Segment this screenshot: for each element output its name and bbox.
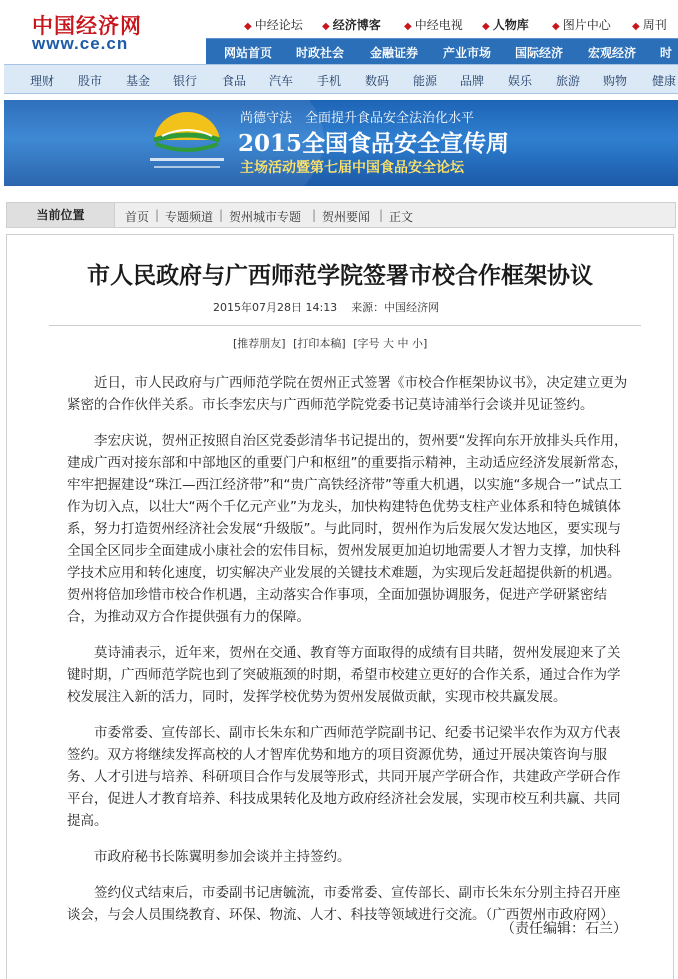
article-tools [233, 335, 431, 351]
crumb-separator: | [155, 208, 160, 222]
cat-energy[interactable]: 能源 [413, 74, 438, 88]
site-url[interactable]: www.ce.cn [32, 34, 129, 53]
toplink-photos[interactable]: ◆ 图片中心 [552, 18, 611, 32]
arrow-icon: ◆ [322, 21, 330, 32]
breadcrumb-label: 当前位置 [7, 203, 115, 227]
arrow-icon: ◆ [482, 21, 490, 32]
nav-politics[interactable]: 时政社会 [296, 46, 345, 60]
article-datetime: 2015年07月28日 14:13 [213, 301, 338, 314]
toplink-tv[interactable]: ◆ 中经电视 [404, 18, 463, 32]
toplink-people[interactable]: ◆ 人物库 [482, 18, 529, 32]
nav-home[interactable]: 网站首页 [224, 46, 273, 60]
top-links [228, 14, 678, 34]
cat-food[interactable]: 食品 [222, 74, 247, 88]
cat-stocks[interactable]: 股市 [78, 74, 103, 88]
arrow-icon: ◆ [404, 21, 412, 32]
crumb-topic[interactable]: 贺州城市专题 [229, 210, 302, 224]
cat-travel[interactable]: 旅游 [556, 74, 581, 88]
breadcrumb [6, 202, 676, 228]
arrow-icon: ◆ [552, 21, 560, 32]
article-meta [213, 299, 439, 315]
category-bar [4, 64, 678, 94]
crumb-channel[interactable]: 专题频道 [165, 210, 214, 224]
nav-macro[interactable]: 宏观经济 [588, 46, 637, 60]
cat-shopping[interactable]: 购物 [603, 74, 628, 88]
paragraph: 近日，市人民政府与广西师范学院在贺州正式签署《市校合作框架协议书》，决定建立更为紧密的合作伙伴关系。市长李宏庆与广西师范学院党委书记莫诗浦举行会谈并见证签约。 [67, 375, 628, 413]
toplink-blog[interactable]: ◆ 经济博客 [322, 18, 381, 32]
cat-auto[interactable]: 汽车 [269, 74, 294, 88]
article-title: 市人民政府与广西师范学院签署市校合作框架协议 [87, 262, 593, 289]
cat-mobile[interactable]: 手机 [317, 74, 342, 88]
cat-digital[interactable]: 数码 [365, 74, 390, 88]
cat-wealth[interactable]: 理财 [30, 74, 55, 88]
cat-health[interactable]: 健康 [652, 74, 677, 88]
cat-banks[interactable]: 银行 [173, 74, 198, 88]
arrow-icon: ◆ [632, 21, 640, 32]
article-body [67, 372, 633, 940]
divider [49, 325, 641, 326]
banner-subtitle: 主场活动暨第七届中国食品安全论坛 [240, 160, 464, 176]
responsible-editor: （责任编辑：石兰） [501, 921, 627, 937]
paragraph: 签约仪式结束后，市委副书记唐毓流，市委常委、宣传部长、副市长朱东分别主持召开座谈会，与会人员围绕教育、环保、物流、人才、科技等领域进行交流。（广西贺州市政府网） [67, 885, 621, 923]
recommend-link[interactable]: [推荐朋友] [233, 337, 286, 350]
site-logo[interactable]: 中国经济网 [32, 13, 142, 38]
nav-industry[interactable]: 产业市场 [443, 46, 492, 60]
font-size-control[interactable]: [字号 大 中 小] [353, 337, 428, 350]
paragraph: 李宏庆说，贺州正按照自治区党委彭清华书记提出的，贺州要“发挥向东开放排头兵作用，建成广西对接东部和中部地区的重要门户和枢纽”的重要指示精神，主动适应经济发展新常态，牢牢把握建设“珠江—西江经济带”和“贵广高铁经济带”等重大机遇，以实施“多规合一”试点工作为切入点，以壮大“两个千亿元产业”为龙头，加快构建特色优势支柱产业体系和特色城镇体系，努力打造贺州经济社会发展“升级版”。与此同时，贺州作为后发展欠发达地区，要实现与全国全区同步全面建成小康社会的宏伟目标，贺州发展更加迫切地需要人才智力支撑，加快科学技术应用和转化速度，切实解决产业发展的关键技术难题，为实现后发赶超提供新的机遇。贺州将倍加珍惜市校合作机遇，主动落实合作事项，全面加强协调服务，促进产学研紧密结合，为推动双方合作提供强有力的保障。 [67, 433, 628, 625]
paragraph: 莫诗浦表示，近年来，贺州在交通、教育等方面取得的成绩有目共睹，贺州发展迎来了关键时期，广西师范学院也到了突破瓶颈的时期，希望市校建立更好的合作关系，通过合作为学校发展注入新的活力，同时，发挥学校优势为贺州发展做贡献，实现市校共赢发展。 [67, 645, 621, 705]
cat-funds[interactable]: 基金 [126, 74, 151, 88]
food-safety-emblem-icon [132, 106, 242, 180]
crumb-separator: | [312, 208, 317, 222]
paragraph: 市政府秘书长陈翼明参加会谈并主持签约。 [94, 849, 351, 865]
cat-entertainment[interactable]: 娱乐 [508, 74, 533, 88]
toplink-weekly[interactable]: ◆ 周刊 [632, 18, 667, 32]
promo-banner[interactable] [4, 100, 678, 186]
crumb-news[interactable]: 贺州要闻 [322, 210, 371, 224]
nav-international[interactable]: 国际经济 [515, 46, 564, 60]
print-link[interactable]: [打印本稿] [293, 337, 346, 350]
crumb-separator: | [379, 208, 384, 222]
crumb-separator: | [219, 208, 224, 222]
article-source[interactable]: 来源：中国经济网 [351, 301, 440, 314]
toplink-forum[interactable]: ◆ 中经论坛 [244, 18, 303, 32]
banner-title: 2015全国食品安全宣传周 [238, 130, 510, 157]
nav-finance[interactable]: 金融证券 [370, 46, 419, 60]
site-header [0, 0, 678, 88]
nav-current[interactable]: 时 [660, 46, 673, 60]
crumb-current: 正文 [389, 210, 414, 224]
arrow-icon: ◆ [244, 21, 252, 32]
banner-slogan: 尚德守法 全面提升食品安全法治化水平 [240, 111, 475, 126]
main-nav [206, 38, 678, 64]
article [6, 234, 674, 979]
paragraph: 市委常委、宣传部长、副市长朱东和广西师范学院副书记、纪委书记梁半农作为双方代表签约。双方将继续发挥高校的人才智库优势和地方的项目资源优势，通过开展决策咨询与服务、人才引进与培养、科研项目合作与发展等形式，共同开展产学研合作，共建政产学研合作平台，促进人才教育培养、科技成果转化及地方政府经济社会发展，实现市校互利共赢、共同提高。 [67, 725, 621, 829]
cat-brand[interactable]: 品牌 [460, 74, 485, 88]
crumb-home[interactable]: 首页 [125, 210, 150, 224]
